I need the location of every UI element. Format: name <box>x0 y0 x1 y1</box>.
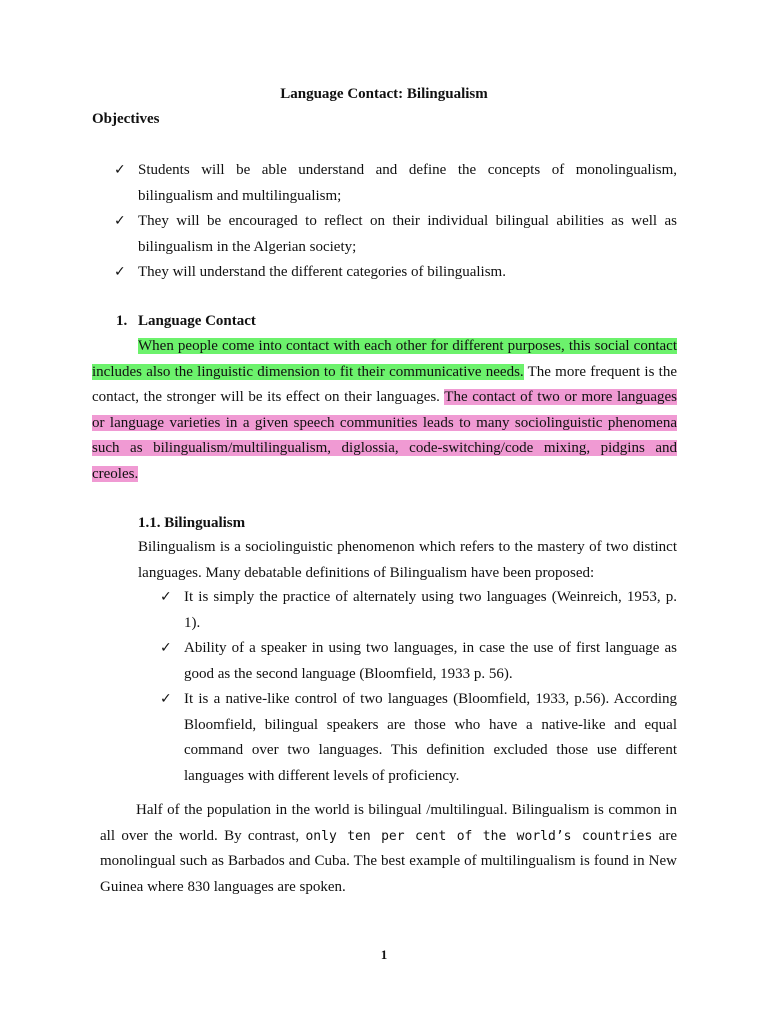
checkmark-icon: ✓ <box>160 640 172 656</box>
definition-text: It is a native-like control of two languages (Bloomfield, 1933, p.56). According Bloomfield, bilingual speakers are those who have a native-like and equal command over two languages. This definition excluded those use different languages with different levels of proficiency. <box>184 691 677 784</box>
list-item <box>160 636 677 687</box>
closing-text-part1: Half of the population in the world is bilingual /multilingual. Bilingualism is common in all over the world. By contrast, <box>100 802 677 844</box>
list-item <box>160 687 677 789</box>
closing-text-part2: only ten per cent of the world’s countries <box>305 828 653 844</box>
page-number: 1 <box>380 947 388 962</box>
checkmark-icon: ✓ <box>114 264 126 280</box>
highlight-green-text: When people come into contact with each other for different purposes, this social contact includes also the linguistic dimension to fit their communicative needs. <box>92 338 677 380</box>
objectives-list <box>114 158 677 286</box>
objective-text: They will understand the different categories of bilingualism. <box>138 264 506 280</box>
subsection-heading-bilingualism: 1.1. Bilingualism <box>138 515 246 531</box>
checkmark-icon: ✓ <box>114 213 126 229</box>
definition-text: Ability of a speaker in using two languages, in case the use of first language as good as the second language (Bloomfield, 1933 p. 56). <box>184 640 677 682</box>
objective-text: They will be encouraged to reflect on their individual bilingual abilities as well as bilingualism in the Algerian society; <box>138 213 677 255</box>
section-title: Language Contact <box>138 313 256 329</box>
document-title: Language Contact: Bilingualism <box>280 86 488 102</box>
checkmark-icon: ✓ <box>114 162 126 178</box>
plain-text: The more frequent is the contact, the stronger will be its effect on their languages. <box>92 363 677 405</box>
highlight-pink-text: The contact of two or more languages or language varieties in a given speech communities leads to many sociolinguistic phenomena such as bilingualism/multilingualism, diglossia, code-switching/code mixing, pidgins and creoles. <box>92 389 677 482</box>
closing-text-part3: are monolingual such as Barbados and Cuba. The best example of multilingualism is found in New Guinea where 830 languages are spoken. <box>100 827 677 895</box>
list-item <box>160 585 677 636</box>
list-item <box>114 158 677 209</box>
bilingualism-intro-paragraph: Bilingualism is a sociolinguistic phenomenon which refers to the mastery of two distinct languages. Many debatable definitions of Bilingualism have been proposed: <box>138 539 677 581</box>
definitions-list <box>160 585 677 789</box>
definition-text: It is simply the practice of alternately using two languages (Weinreich, 1953, p. 1). <box>184 589 677 631</box>
checkmark-icon: ✓ <box>160 691 172 707</box>
closing-paragraph <box>100 798 677 900</box>
section-number: 1. <box>116 313 128 329</box>
objectives-heading: Objectives <box>92 111 160 127</box>
checkmark-icon: ✓ <box>160 589 172 605</box>
list-item <box>114 209 677 260</box>
list-item <box>114 260 677 286</box>
section-heading-language-contact <box>116 310 256 332</box>
language-contact-paragraph <box>92 334 677 487</box>
objective-text: Students will be able understand and define the concepts of monolingualism, bilingualism and multilingualism; <box>138 162 677 204</box>
